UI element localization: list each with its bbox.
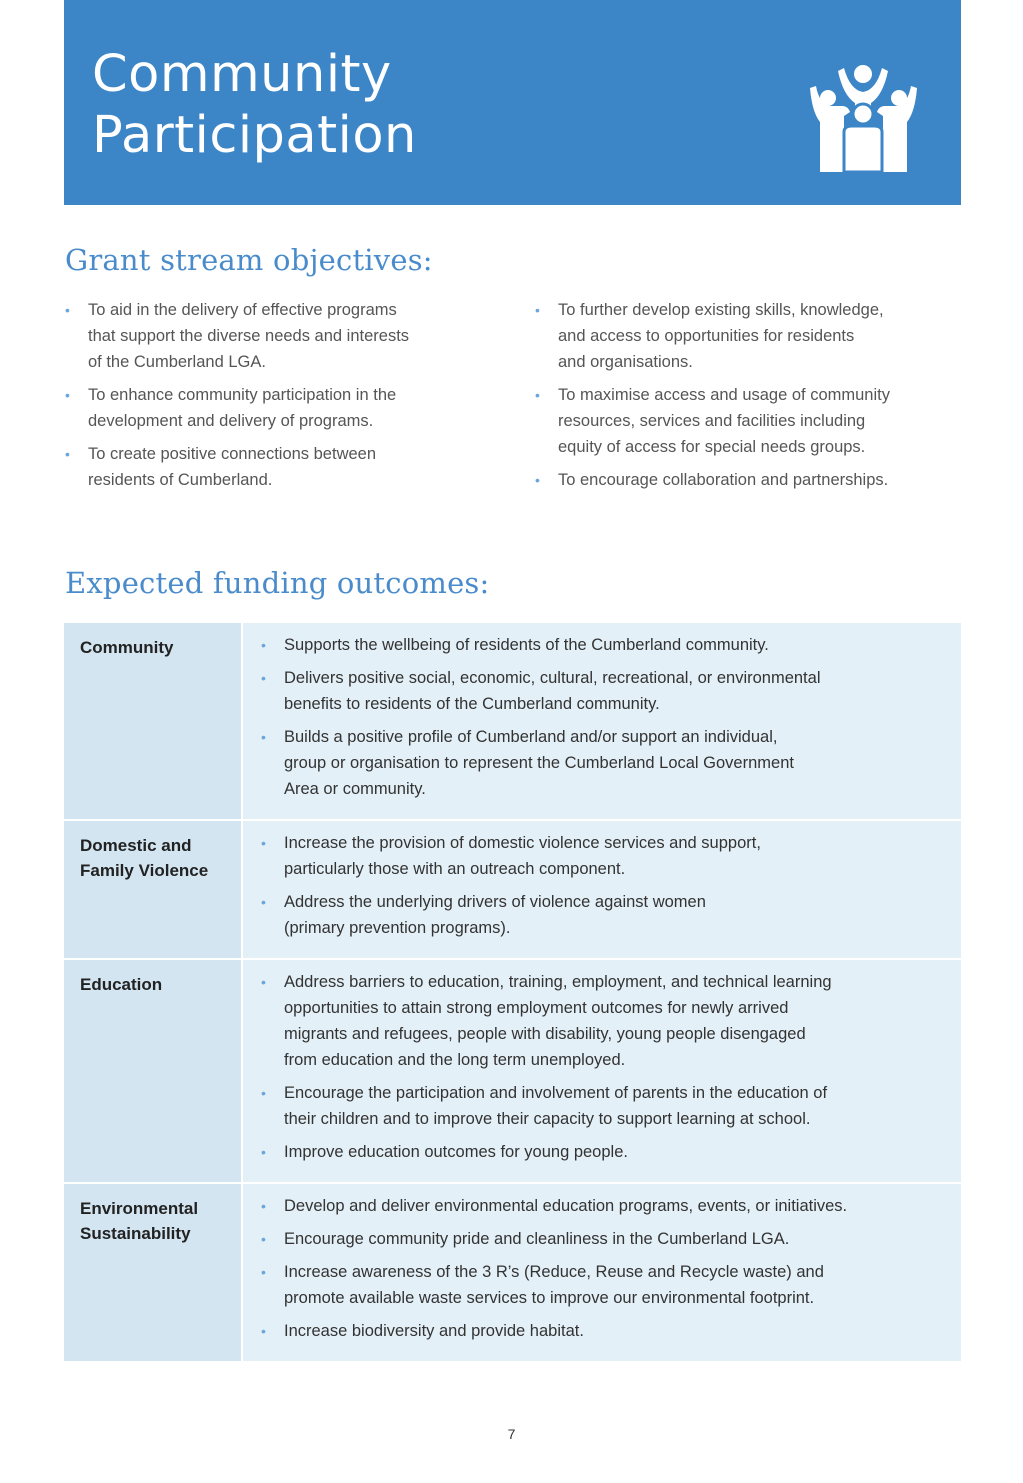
bullet-text-line: To further develop existing skills, knowledge, xyxy=(558,301,884,319)
row-category-label-line: Domestic and xyxy=(80,836,192,855)
table-row xyxy=(64,960,961,1184)
bullet-icon: • xyxy=(261,1144,266,1160)
bullet-item xyxy=(65,382,485,434)
row-category-label-line: Community xyxy=(80,638,174,657)
bullet-icon: • xyxy=(65,302,70,318)
bullet-icon: • xyxy=(261,637,266,653)
bullet-text-line: To create positive connections between xyxy=(88,445,377,463)
table-row xyxy=(64,623,961,821)
bullet-icon: • xyxy=(261,894,266,910)
table-row xyxy=(64,821,961,960)
bullet-text-line: their children and to improve their capacity to support learning at school. xyxy=(284,1110,811,1128)
row-category-label xyxy=(64,623,241,819)
bullet-icon: • xyxy=(65,446,70,462)
row-outcomes xyxy=(241,960,961,1182)
bullet-text-line: Delivers positive social, economic, cultural, recreational, or environmental xyxy=(284,669,821,687)
bullet-text-line: To encourage collaboration and partnerships. xyxy=(558,471,889,489)
bullet-text-line: Encourage community pride and cleanliness in the Cumberland LGA. xyxy=(284,1230,790,1248)
bullet-text-line: particularly those with an outreach component. xyxy=(284,860,626,878)
bullet-item xyxy=(261,1080,947,1132)
bullet-text-line: Increase the provision of domestic violence services and support, xyxy=(284,834,761,852)
bullet-text-line: (primary prevention programs). xyxy=(284,919,511,937)
bullet-text-line: group or organisation to represent the Cumberland Local Government xyxy=(284,754,794,772)
bullet-text-line: opportunities to attain strong employment outcomes for newly arrived xyxy=(284,999,789,1017)
bullet-text-line: Builds a positive profile of Cumberland and/or support an individual, xyxy=(284,728,778,746)
objectives-heading: Grant stream objectives: xyxy=(65,243,433,277)
bullet-text-line: equity of access for special needs groups. xyxy=(558,438,866,456)
row-outcomes xyxy=(241,1184,961,1361)
bullet-text-line: To aid in the delivery of effective programs xyxy=(88,301,397,319)
bullet-item xyxy=(261,1193,947,1219)
row-category-label xyxy=(64,1184,241,1361)
row-category-label-line: Sustainability xyxy=(80,1224,191,1243)
row-category-label-line: Environmental xyxy=(80,1199,199,1218)
objectives-left-column xyxy=(65,297,485,500)
bullet-icon: • xyxy=(535,472,540,488)
bullet-text-line: resources, services and facilities including xyxy=(558,412,866,430)
bullet-text-line: Address barriers to education, training, employment, and technical learning xyxy=(284,973,832,991)
title-banner xyxy=(64,0,961,205)
bullet-item xyxy=(65,297,485,375)
bullet-text-line: from education and the long term unemployed. xyxy=(284,1051,626,1069)
bullet-icon: • xyxy=(261,1323,266,1339)
bullet-icon: • xyxy=(261,974,266,990)
bullet-item xyxy=(261,1226,947,1252)
bullet-item xyxy=(65,441,485,493)
page-number: 7 xyxy=(507,1426,516,1442)
bullet-item xyxy=(261,1259,947,1311)
bullet-item xyxy=(261,1139,947,1165)
bullet-text-line: residents of Cumberland. xyxy=(88,471,273,489)
bullet-item xyxy=(535,467,961,493)
bullet-text-line: development and delivery of programs. xyxy=(88,412,374,430)
page-title xyxy=(92,44,417,166)
outcomes-heading: Expected funding outcomes: xyxy=(65,566,490,600)
bullet-icon: • xyxy=(261,670,266,686)
bullet-item xyxy=(261,889,947,941)
row-outcomes xyxy=(241,821,961,958)
outcomes-table xyxy=(64,623,961,1363)
bullet-text-line: that support the diverse needs and interests xyxy=(88,327,410,345)
people-group-icon xyxy=(806,62,921,172)
bullet-text-line: Improve education outcomes for young people. xyxy=(284,1143,628,1161)
bullet-item xyxy=(261,724,947,802)
bullet-text-line: and access to opportunities for residents xyxy=(558,327,855,345)
objectives-right-column xyxy=(535,297,961,500)
bullet-item xyxy=(535,382,961,460)
row-category-label-line: Family Violence xyxy=(80,861,209,880)
bullet-item xyxy=(261,830,947,882)
bullet-icon: • xyxy=(261,729,266,745)
bullet-text-line: To maximise access and usage of community xyxy=(558,386,890,404)
bullet-text-line: Address the underlying drivers of violence against women xyxy=(284,893,706,911)
bullet-text-line: Develop and deliver environmental education programs, events, or initiatives. xyxy=(284,1197,848,1215)
row-category-label xyxy=(64,960,241,1182)
bullet-text-line: Encourage the participation and involvement of parents in the education of xyxy=(284,1084,828,1102)
bullet-item xyxy=(261,632,947,658)
bullet-item xyxy=(261,1318,947,1344)
bullet-text-line: Supports the wellbeing of residents of the Cumberland community. xyxy=(284,636,769,654)
bullet-text-line: of the Cumberland LGA. xyxy=(88,353,266,371)
bullet-icon: • xyxy=(261,1198,266,1214)
bullet-text-line: migrants and refugees, people with disability, young people disengaged xyxy=(284,1025,806,1043)
row-outcomes xyxy=(241,623,961,819)
page-title-line: Community xyxy=(92,45,392,104)
bullet-text-line: Area or community. xyxy=(284,780,426,798)
bullet-icon: • xyxy=(261,835,266,851)
bullet-text-line: promote available waste services to improve our environmental footprint. xyxy=(284,1289,815,1307)
bullet-item xyxy=(261,665,947,717)
bullet-item xyxy=(261,969,947,1073)
bullet-item xyxy=(535,297,961,375)
bullet-text-line: To enhance community participation in the xyxy=(88,386,397,404)
page-title-line: Participation xyxy=(92,106,417,165)
table-row xyxy=(64,1184,961,1363)
bullet-icon: • xyxy=(535,302,540,318)
row-category-label-line: Education xyxy=(80,975,163,994)
bullet-icon: • xyxy=(261,1231,266,1247)
bullet-icon: • xyxy=(261,1264,266,1280)
bullet-icon: • xyxy=(65,387,70,403)
bullet-icon: • xyxy=(535,387,540,403)
row-category-label xyxy=(64,821,241,958)
bullet-text-line: and organisations. xyxy=(558,353,693,371)
bullet-text-line: Increase awareness of the 3 R’s (Reduce, Reuse and Recycle waste) and xyxy=(284,1263,824,1281)
bullet-text-line: Increase biodiversity and provide habitat. xyxy=(284,1322,584,1340)
bullet-icon: • xyxy=(261,1085,266,1101)
bullet-text-line: benefits to residents of the Cumberland community. xyxy=(284,695,660,713)
